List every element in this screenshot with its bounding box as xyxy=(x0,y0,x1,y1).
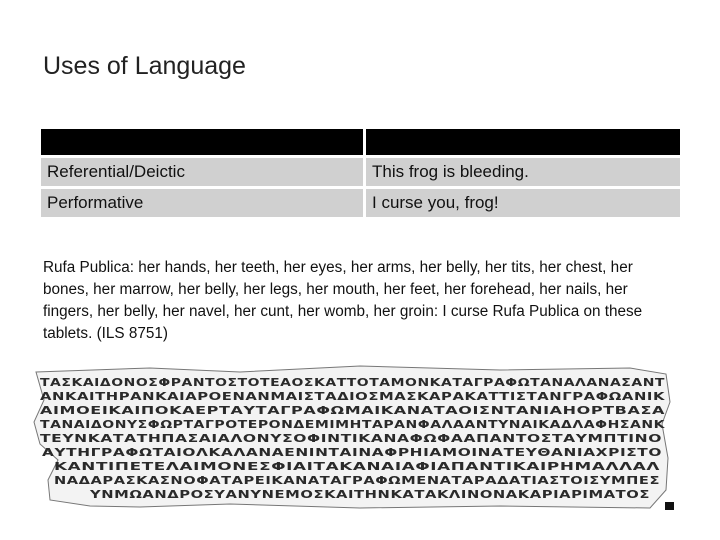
curse-text-paragraph: Rufa Publica: her hands, her teeth, her eyes, her arms, her belly, her tits, her chest, her bones, her marrow, her belly, her legs, her mouth, her feet, her forehead, her nails, her fingers, her belly, her navel, her cunt, her womb, her groin: I curse Rufa Publica on these tablets. (ILS 8751) xyxy=(43,259,643,342)
table-row xyxy=(41,189,680,217)
header-cell-type xyxy=(41,129,363,155)
uses-table xyxy=(38,126,683,220)
slide-title: Uses of Language xyxy=(43,52,246,80)
tablet-line: ΤΑΣΚΑΙΔΟΝΟΣΦΡΑΝΤΟΣΤΟΤΕΑΟΣΚΑΤΤΟΤΑΜΟΝΚΑΤΑΓΡΑΦΩΤΑΝΑΛΑΝΑΣΑΝΤ xyxy=(40,377,666,389)
table-row xyxy=(41,158,680,186)
tablet-line: ΝΑΔΑΡΑΣΚΑΣΝΟΦΑΤΑΡΕΙΚΑΝΑΤΑΓΡΑΦΩΜΕΝΑΤΑΡΑΔΑΤΙΑΣΤΟΙΣΥΜΠΕΣ xyxy=(54,475,660,487)
tablet-line: ΚΑΝΤΙΠΕΤΕΛΑΙΜΟΝΕΣΦΙΑΙΤΑΚΑΝΑΙΑΦΙΑΠΑΝΤΙΚΑΙΡΗΜΑΛΛΑΛ xyxy=(54,461,661,473)
cell-type: Referential/Deictic xyxy=(41,158,363,186)
tablet-line: ΑΝΚΑΙΤΗΡΑΝΚΑΙΑΡΟΕΝΑΝΜΑΙΣΤΑΔΙΟΣΜΑΣΚΑΡΑΚΑΤΤΙΣΤΑΝΓΡΑΦΩΑΝΙΚ xyxy=(40,391,666,403)
tablet-line: ΤΕΥΝΚΑΤΑΤΗΠΑΣΑΙΑΛΟΝΥΣΟΦΙΝΤΙΚΑΝΑΦΩΦΑΑΠΑΝΤΟΣΤΑΥΜΠΤΙΝΟ xyxy=(40,433,662,445)
cell-example: This frog is bleeding. xyxy=(366,158,680,186)
cell-example: I curse you, frog! xyxy=(366,189,680,217)
corner-mark xyxy=(665,502,674,510)
header-cell-example xyxy=(366,129,680,155)
tablet-line: ΑΥΤΗΓΡΑΦΩΤΑΙΟΛΚΑΛΑΝΑΕΝΙΝΤΑΙΝΑΦΡΗΙΑΜΟΙΝΑΤΕΥΘΑΝΙΑΧΡΙΣΤΟ xyxy=(42,447,662,459)
tablet-line: ΑΙΜΟΕΙΚΑΙΠΟΚΑΕΡΤΑΥΤΑΓΡΑΦΩΜΑΙΚΑΝΑΤΑΟΙΣΝΤΑΝΙΑΗΟΡΤΒΑΣΑ xyxy=(40,405,666,417)
curse-tablet-image xyxy=(30,362,672,517)
cell-type: Performative xyxy=(41,189,363,217)
tablet-line: ΥΝΜΩΑΝΔΡΟΣΥΑΝΥΝΕΜΟΣΚΑΙΤΗΝΚΑΤΑΚΛΙΝΟΝΑΚΑΡΙΑΡΙΜΑΤΟΣ xyxy=(88,489,651,501)
table-header-row xyxy=(41,129,680,155)
tablet-line: ΤΑΝΑΙΔΟΝΥΣΦΩΡΤΑΓΡΟΤΕΡΟΝΔΕΜΙΜΗΤΑΡΑΝΦΑΛΑΑΝΤΥΝΑΙΚΑΔΛΑΦΗΣΑΝΚ xyxy=(40,419,666,431)
tablet-illustration xyxy=(30,362,672,512)
